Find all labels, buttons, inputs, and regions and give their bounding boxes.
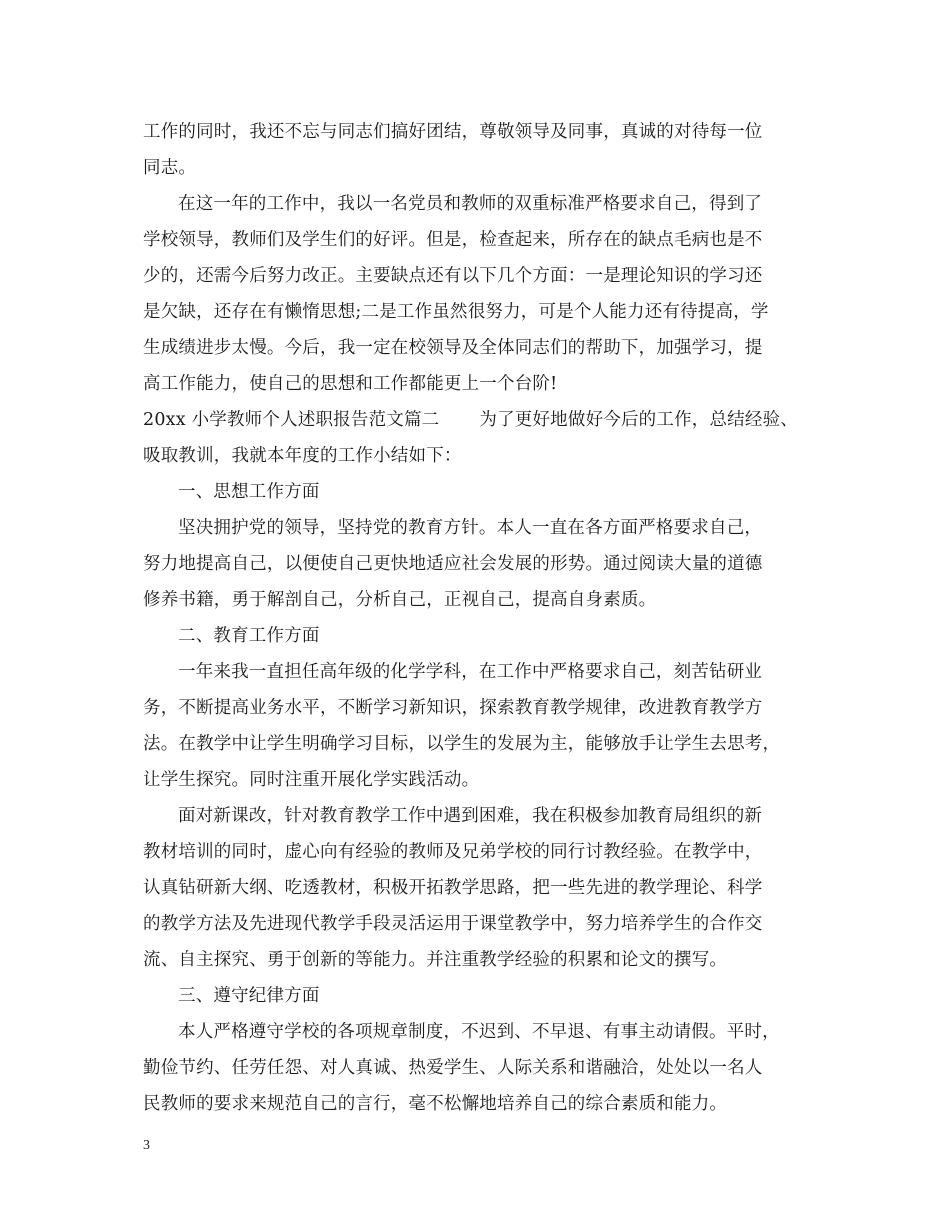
text-line: 勤俭节约、任劳任怨、对人真诚、热爱学生、人际关系和谐融洽，处处以一名人 <box>143 1058 763 1078</box>
page-number: 3 <box>143 1138 150 1153</box>
text-line: 法。在教学中让学生明确学习目标，以学生的发展为主，能够放手让学生去思考， <box>143 734 781 754</box>
section-heading: 三、遵守纪律方面 <box>178 986 320 1006</box>
text-line: 生成绩进步太慢。今后，我一定在校领导及全体同志们的帮助下，加强学习，提 <box>143 338 763 358</box>
text-line: 工作的同时，我还不忘与同志们搞好团结，尊敬领导及同事，真诚的对待每一位 <box>143 122 763 142</box>
text-line: 一年来我一直担任高年级的化学学科，在工作中严格要求自己，刻苦钻研业 <box>178 662 763 682</box>
text-line: 认真钻研新大纲、吃透教材，积极开拓教学思路，把一些先进的教学理论、科学 <box>143 878 763 898</box>
text-line: 修养书籍，勇于解剖自己，分析自己，正视自己，提高自身素质。 <box>143 590 657 610</box>
text-line: 同志。 <box>143 158 197 178</box>
text-line: 吸取教训，我就本年度的工作小结如下： <box>143 446 462 466</box>
section-title-line <box>143 402 828 438</box>
document-body <box>143 114 828 1122</box>
text-line: 本人严格遵守学校的各项规章制度，不迟到、不早退、有事主动请假。平时， <box>178 1022 780 1042</box>
text-line: 面对新课改，针对教育教学工作中遇到困难，我在积极参加教育局组织的新 <box>178 806 763 826</box>
text-line: 流、自主探究、勇于创新的等能力。并注重教学经验的积累和论文的撰写。 <box>143 950 728 970</box>
text-line: 坚决拥护党的领导，坚持党的教育方针。本人一直在各方面严格要求自己， <box>178 518 763 538</box>
text-line: 在这一年的工作中，我以一名党员和教师的双重标准严格要求自己，得到了 <box>178 194 763 214</box>
text-line: 民教师的要求来规范自己的言行，毫不松懈地培养自己的综合素质和能力。 <box>143 1094 728 1114</box>
text-line-continuation: 为了更好地做好今后的工作，总结经验、 <box>479 410 798 430</box>
text-line: 让学生探究。同时注重开展化学实践活动。 <box>143 770 480 790</box>
text-line: 教材培训的同时，虚心向有经验的教师及兄弟学校的同行讨教经验。在教学中， <box>143 842 763 862</box>
text-line: 是欠缺，还存在有懒惰思想;二是工作虽然很努力，可是个人能力还有待提高，学 <box>143 302 769 322</box>
section-heading: 一、思想工作方面 <box>178 482 320 502</box>
text-line: 的教学方法及先进现代教学手段灵活运用于课堂教学中，努力培养学生的合作交 <box>143 914 763 934</box>
section-heading: 二、教育工作方面 <box>178 626 320 646</box>
text-line: 少的，还需今后努力改正。主要缺点还有以下几个方面：一是理论知识的学习还 <box>143 266 763 286</box>
text-line: 努力地提高自己，以便使自己更快地适应社会发展的形势。通过阅读大量的道德 <box>143 554 763 574</box>
text-line: 学校领导，教师们及学生们的好评。但是，检查起来，所存在的缺点毛病也是不 <box>143 230 763 250</box>
text-line: 务，不断提高业务水平，不断学习新知识，探索教育教学规律，改进教育教学方 <box>143 698 763 718</box>
section-title: 20xx 小学教师个人述职报告范文篇二 <box>143 410 440 430</box>
text-line: 高工作能力，使自己的思想和工作都能更上一个台阶! <box>143 374 558 394</box>
